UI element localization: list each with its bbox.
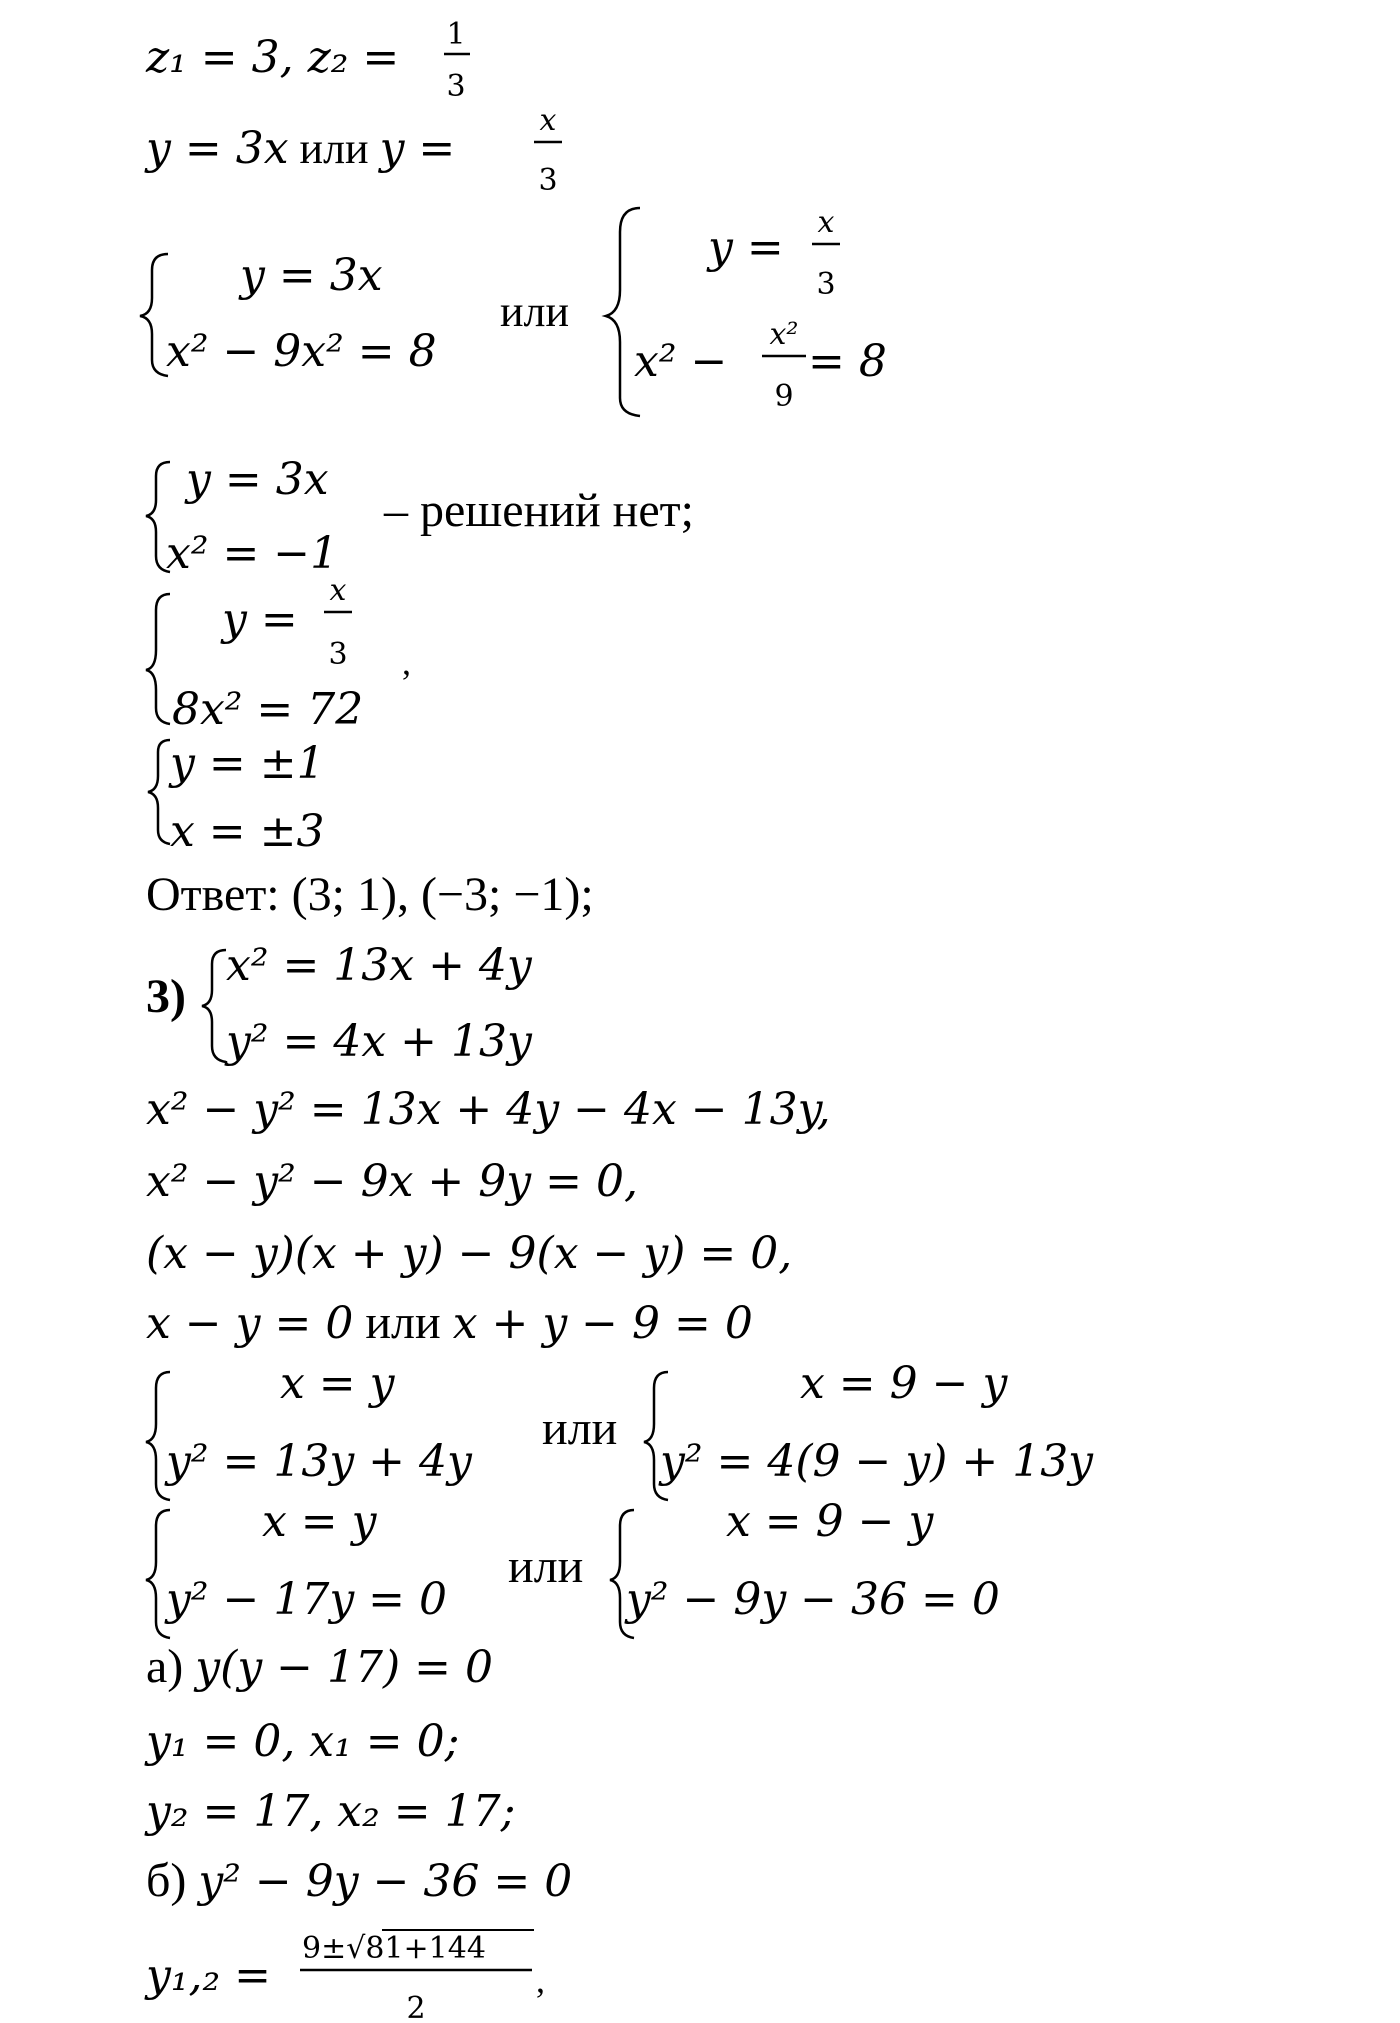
part-a-eq: y(y − 17) = 0 <box>195 1642 494 1693</box>
sys4-top-num: x <box>329 573 347 608</box>
y-cases-a: y = 3x <box>146 123 289 174</box>
part-a-label: а) <box>146 1640 196 1693</box>
last-num: 9±√81+144 <box>302 1931 486 1966</box>
y-cases-b: y = <box>379 123 456 174</box>
sys3-note: – решений нет; <box>384 484 694 537</box>
sys4-comma: , <box>402 642 411 682</box>
z-frac-den: 3 <box>446 69 466 104</box>
y-frac-num: x <box>539 103 557 138</box>
sys5-bottom: x = ±3 <box>170 806 325 857</box>
sys1-brace <box>140 254 168 376</box>
z-values-line: z₁ = 3, z₂ = <box>146 32 400 83</box>
task3-brace <box>202 950 226 1062</box>
sys5-brace <box>148 740 170 844</box>
task3-bottom: y² = 4x + 13y <box>226 1016 532 1067</box>
last-lhs: y₁,₂ = <box>146 1950 271 2001</box>
sys4-bottom: 8x² = 72 <box>172 684 364 735</box>
solution-2: y₂ = 17, x₂ = 17; <box>146 1786 516 1837</box>
sys2-top: y = <box>708 222 784 273</box>
task3-top: x² = 13x + 4y <box>226 940 532 991</box>
answer-line: Ответ: (3; 1), (−3; −1); <box>146 868 594 921</box>
z-frac-num: 1 <box>446 17 466 52</box>
task3-label: 3) <box>146 970 186 1023</box>
sys5-top: y = ±1 <box>170 738 325 789</box>
eq4-a: x − y = 0 <box>146 1298 354 1349</box>
sys6-bottom: y² = 13y + 4y <box>166 1436 472 1487</box>
solution-1: y₁ = 0, x₁ = 0; <box>146 1716 460 1767</box>
part-b-line <box>146 1854 572 1907</box>
sys2-bottom-num: x² <box>769 317 799 352</box>
sys3-bottom: x² = −1 <box>166 528 339 579</box>
sys4-top: y = <box>222 594 298 645</box>
y-frac-den: 3 <box>538 163 558 198</box>
sys6-top: x = y <box>280 1358 395 1409</box>
sys9-top: x = 9 − y <box>726 1496 934 1547</box>
sys3-top: y = 3x <box>186 454 329 505</box>
eq1-line: x² − y² = 13x + 4y − 4x − 13y, <box>146 1084 831 1135</box>
sys1-or: или <box>500 287 570 336</box>
part-a-line <box>146 1640 493 1693</box>
sys7-top: x = 9 − y <box>800 1358 1008 1409</box>
sys4-top-den: 3 <box>328 637 348 672</box>
sys1-bottom: x² − 9x² = 8 <box>166 326 437 377</box>
sys2-top-num: x <box>817 205 835 240</box>
eq4-b: x + y − 9 = 0 <box>452 1298 753 1349</box>
sys2-bottom-b: = 8 <box>808 336 887 387</box>
eq4-line <box>146 1296 753 1349</box>
sys2-bottom-a: x² − <box>634 336 728 387</box>
last-den: 2 <box>406 1991 426 2023</box>
sys2-top-den: 3 <box>816 267 836 302</box>
sys2-bottom-den: 9 <box>774 379 794 414</box>
sys8-top: x = y <box>262 1496 377 1547</box>
sys8-bottom: y² − 17y = 0 <box>166 1574 448 1625</box>
eq4-or: или <box>353 1296 453 1349</box>
sys1-top: y = 3x <box>240 250 383 301</box>
part-b-eq: y² − 9y − 36 = 0 <box>198 1856 573 1907</box>
sys6-or: или <box>542 1402 618 1455</box>
sys7-bottom: y² = 4(9 − y) + 13y <box>660 1436 1094 1487</box>
last-comma: , <box>536 1960 545 2000</box>
part-b-label: б) <box>146 1854 199 1907</box>
sys4-brace <box>146 594 170 724</box>
eq2-line: x² − y² − 9x + 9y = 0, <box>146 1156 638 1207</box>
y-cases-line <box>144 123 455 174</box>
eq3-line: (x − y)(x + y) − 9(x − y) = 0, <box>146 1228 793 1279</box>
y-cases-or: или <box>288 124 380 173</box>
sys8-or: или <box>508 1540 584 1593</box>
sys9-bottom: y² − 9y − 36 = 0 <box>626 1574 1000 1625</box>
